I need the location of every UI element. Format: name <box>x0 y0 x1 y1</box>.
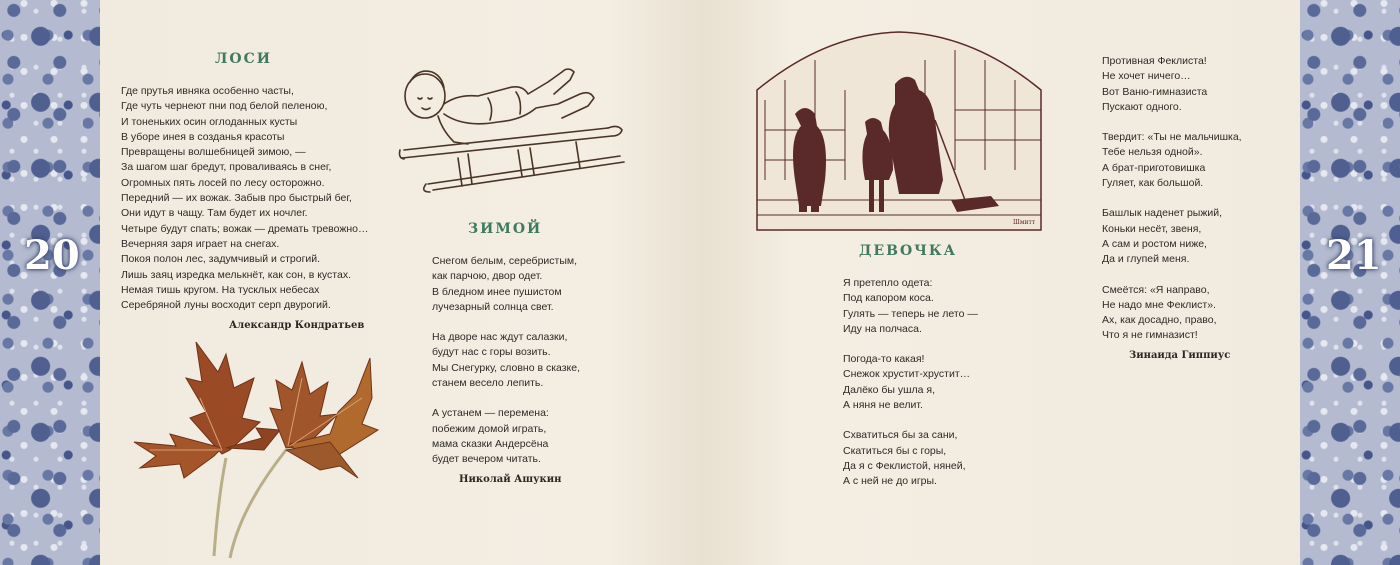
poem-stanza <box>843 428 978 489</box>
poem-line: На дворе нас ждут салазки, <box>432 331 568 344</box>
poem-line: побежим домой играть, <box>432 422 547 435</box>
poem-line: Мы Снегурку, словно в сказке, <box>432 361 581 374</box>
poem-line: Гуляет, как большой. <box>1102 177 1204 190</box>
poem-text-zimoy <box>432 254 580 483</box>
poem-line: Тебе нельзя одной». <box>1102 146 1203 159</box>
poem-stanza <box>1102 54 1242 115</box>
poem-stanza <box>1102 283 1242 344</box>
poem-line: Снежок хрустит-хрустит… <box>843 368 971 381</box>
poem-line: Серебряной луны восходит серп двурогий. <box>121 299 331 312</box>
poem-line: станем весело лепить. <box>432 377 544 390</box>
poem-title-zimoy: ЗИМОЙ <box>468 221 543 237</box>
floral-border-left <box>0 0 100 565</box>
poem-line: За шагом шаг бредут, проваливаясь в снег, <box>121 161 332 174</box>
poem-line: Огромных пять лосей по лесу осторожно. <box>121 176 325 189</box>
poem-line: Я претепло одета: <box>843 277 933 289</box>
poem-stanza <box>843 352 978 413</box>
poem-line: Передний — их вожак. Забыв про быстрый бег, <box>121 192 352 205</box>
poem-title-losi: ЛОСИ <box>215 51 272 67</box>
poem-line: Вечерняя заря играет на снегах. <box>121 237 280 250</box>
poem-text-devochka-continued <box>1102 54 1242 359</box>
poem-line: Что я не гимназист! <box>1102 329 1198 342</box>
girl-nanny-engraving <box>755 30 1043 232</box>
poem-line: Погода-то какая! <box>843 353 925 366</box>
poem-line: Превращены волшебницей зимою, — <box>121 146 306 159</box>
poem-text-losi <box>121 84 369 313</box>
poem-line: А няня не велит. <box>843 399 923 412</box>
poem-stanza <box>843 276 978 337</box>
floral-border-right <box>1300 0 1400 565</box>
poem-line: Не хочет ничего… <box>1102 70 1191 83</box>
poem-title-devochka: ДЕВОЧКА <box>859 243 958 259</box>
poem-stanza <box>432 330 580 391</box>
poem-line: Пускают одного. <box>1102 100 1182 113</box>
poem-author-losi: Александр Кондратьев <box>229 320 365 331</box>
sled-boy-drawing <box>398 58 628 198</box>
poem-line: Смеётся: «Я направо, <box>1102 283 1210 296</box>
poem-author-gippius: Зинаида Гиппиус <box>1129 350 1231 361</box>
poem-line: Башлык наденет рыжий, <box>1102 207 1223 220</box>
poem-stanza <box>1102 206 1242 267</box>
poem-line: мама сказки Андерсёна <box>432 437 549 450</box>
poem-line: А брат-приготовишка <box>1102 161 1206 174</box>
poem-line: Где прутья ивняка особенно часты, <box>121 85 294 97</box>
poem-line: А сам и ростом ниже, <box>1102 237 1207 250</box>
poem-line: Твердит: «Ты не мальчишка, <box>1102 131 1242 144</box>
poem-line: Где чуть чернеют пни под белой пеленою, <box>121 100 328 113</box>
poem-line: Ах, как досадно, право, <box>1102 314 1217 327</box>
poem-line: будут нас с горы возить. <box>432 346 551 359</box>
poem-line: Под капором коса. <box>843 292 934 305</box>
poem-line: А устанем — перемена: <box>432 407 549 420</box>
poem-line: Да я с Феклистой, няней, <box>843 459 966 472</box>
poem-line: Лишь заяц изредка мелькнёт, как сон, в кустах. <box>121 268 351 281</box>
poem-line: А с ней не до игры. <box>843 475 937 488</box>
svg-text:Шмитт: Шмитт <box>1013 219 1036 226</box>
page-number-right: 21 <box>1326 232 1382 279</box>
poem-line: Гулять — теперь не лето — <box>843 307 978 320</box>
poem-line: Иду на полчаса. <box>843 322 922 335</box>
poem-line: Далёко бы ушла я, <box>843 383 936 396</box>
poem-line: Вот Ваню-гимназиста <box>1102 85 1208 98</box>
page-number-left: 20 <box>24 232 80 279</box>
poem-author-zimoy: Николай Ашукин <box>459 474 562 485</box>
poem-line: лучезарный солнца свет. <box>432 300 554 313</box>
poem-stanza <box>1102 130 1242 191</box>
poem-line: Не надо мне Феклист». <box>1102 298 1216 311</box>
poem-line: Противная Феклиста! <box>1102 55 1207 67</box>
poem-line: Коньки несёт, звеня, <box>1102 222 1202 235</box>
poem-line: В уборе инея в созданья красоты <box>121 130 285 143</box>
poem-line: Скатиться бы с горы, <box>843 444 947 457</box>
poem-line: В бледном инее пушистом <box>432 285 562 298</box>
poem-line: Схватиться бы за сани, <box>843 429 958 442</box>
poem-stanza <box>432 406 580 467</box>
poem-line: И тоненьких осин оглоданных кусты <box>121 115 298 128</box>
poem-stanza <box>432 254 580 315</box>
poem-line: Снегом белым, серебристым, <box>432 255 578 267</box>
poem-line: Покоя полон лес, задумчивый и строгий. <box>121 253 321 266</box>
poem-line: Четыре будут спать; вожак — дремать тревожно… <box>121 222 369 235</box>
pressed-leaves <box>130 338 380 560</box>
poem-text-devochka <box>843 276 978 505</box>
poem-line: Они идут в чащу. Там будет их ночлег. <box>121 207 308 220</box>
poem-line: будет вечером читать. <box>432 453 541 466</box>
poem-line: как парчою, двор одет. <box>432 270 543 283</box>
poem-line: Немая тишь кругом. На тусклых небесах <box>121 283 320 296</box>
poem-line: Да и глупей меня. <box>1102 253 1190 266</box>
